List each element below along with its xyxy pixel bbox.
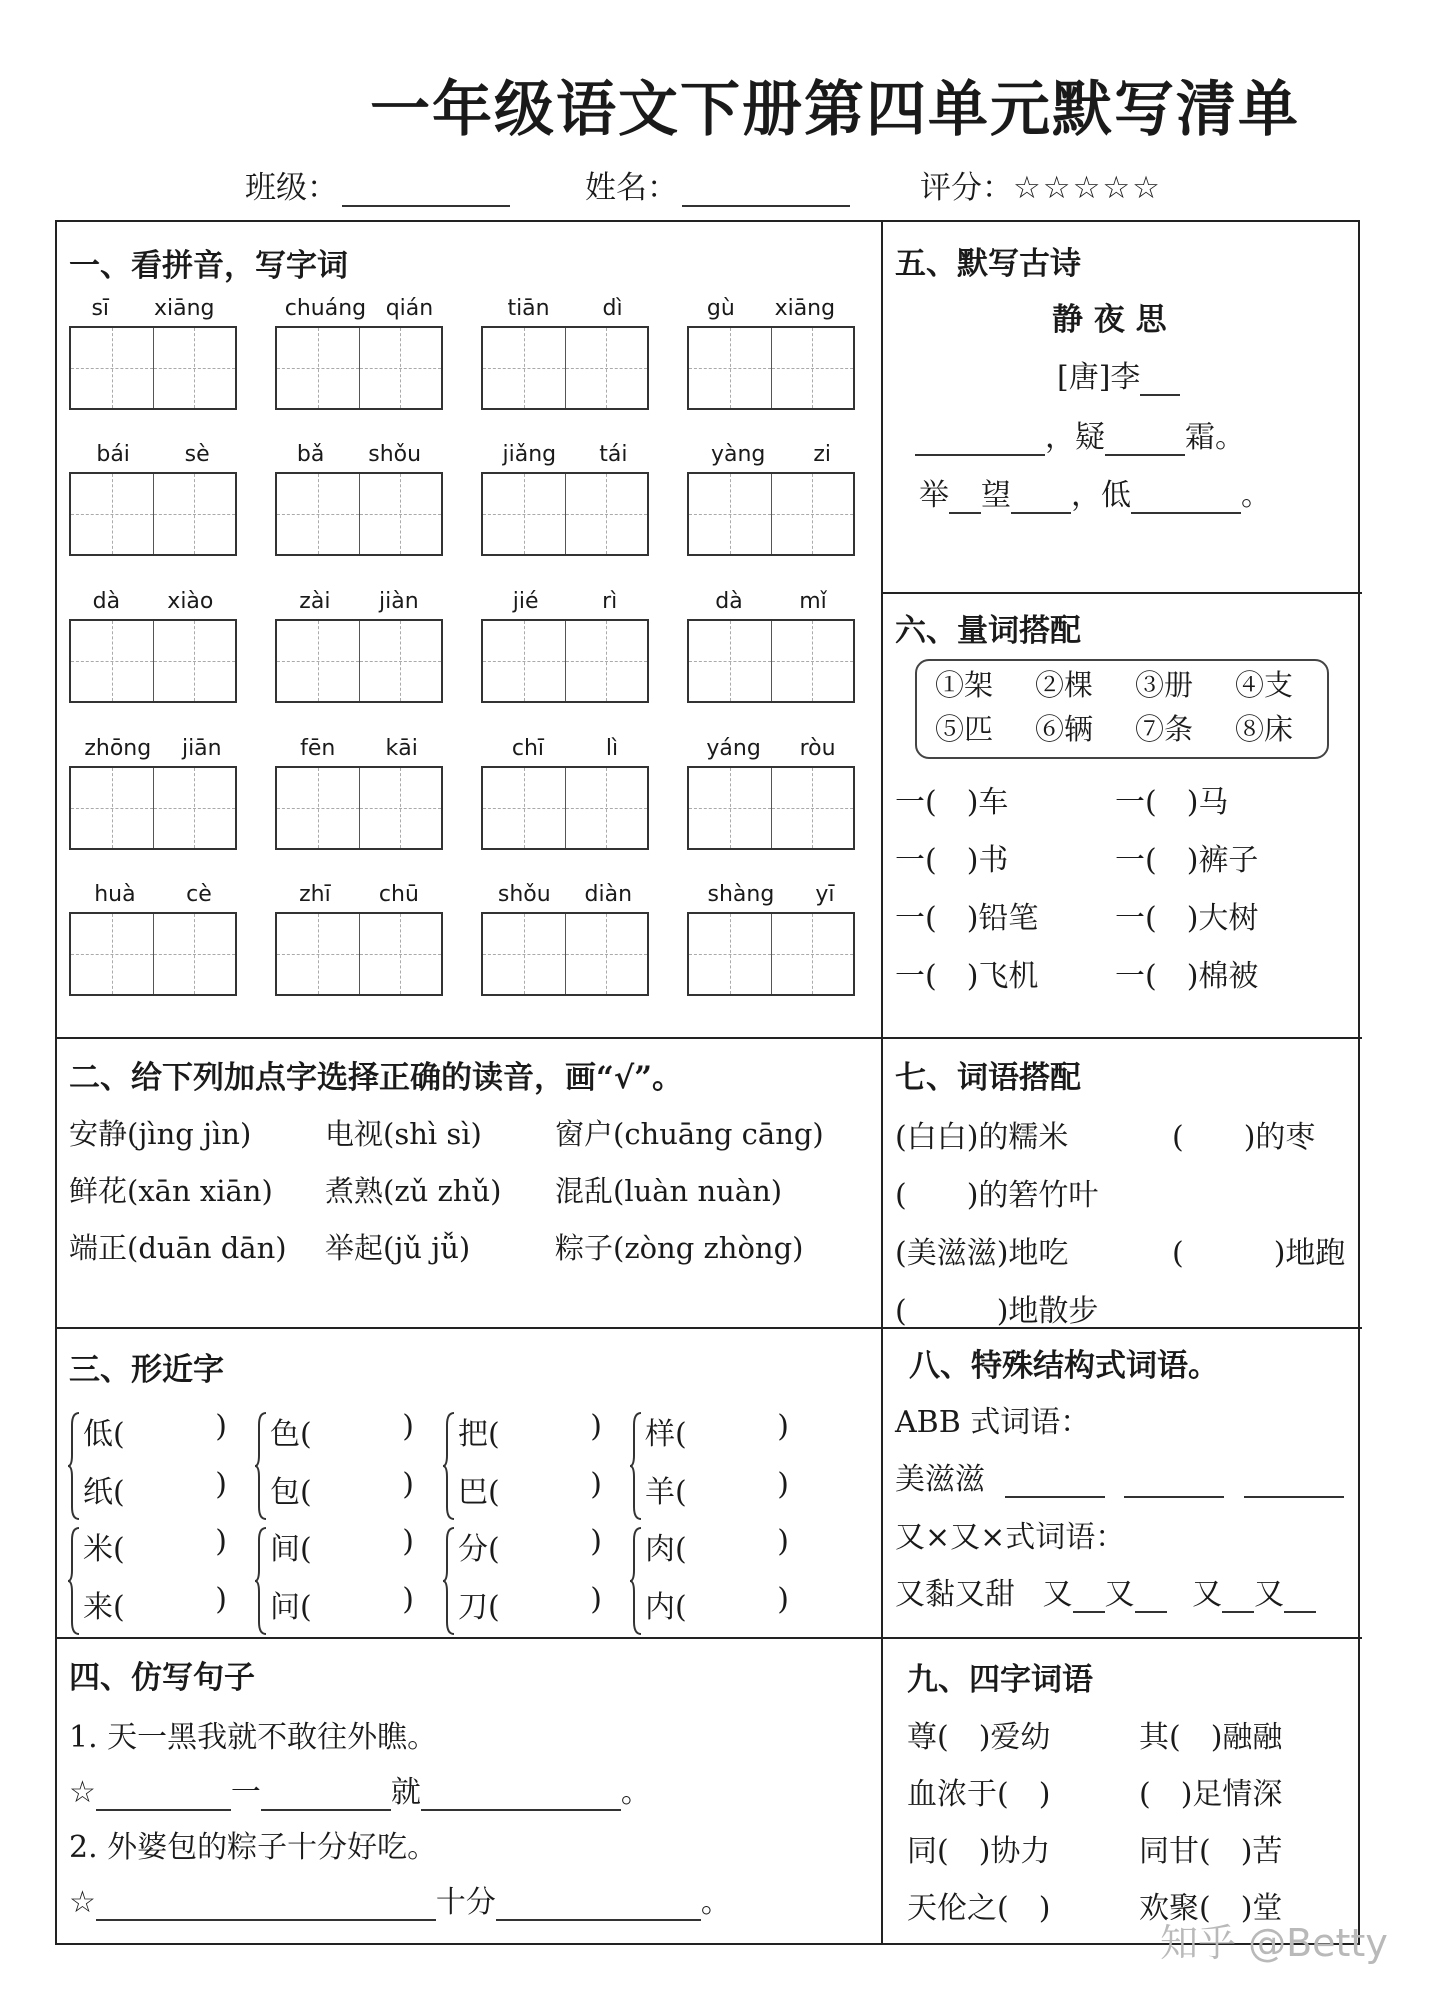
answer-blank[interactable] [1284,1581,1316,1613]
tianzige-boxes[interactable] [687,472,855,556]
pinyin-syllable: chū [378,882,419,907]
idiom-item[interactable]: 欢聚( )堂 [1139,1891,1283,1926]
tianzige-boxes[interactable] [275,619,443,703]
tianzige-cell[interactable] [360,768,442,848]
tianzige-boxes[interactable] [481,472,649,556]
reading-choice[interactable]: 举起(jǔ jǚ) [325,1231,471,1265]
pinyin-word [481,294,649,410]
close-paren[interactable]: ) [590,1524,602,1559]
section-title: 四、仿写句子 [69,1660,255,1696]
tianzige-boxes[interactable] [481,912,649,996]
reading-choice[interactable]: 混乱(luàn nuàn) [555,1174,783,1208]
column-divider [881,222,883,1943]
tianzige-cell[interactable] [277,768,360,848]
divider [57,1327,881,1329]
tianzige-cell[interactable] [483,621,566,701]
divider [881,1637,1362,1639]
pinyin-syllable: zi [813,442,832,467]
section-7 [895,1052,1081,1097]
name-label: 姓名： [585,170,678,206]
tianzige-cell[interactable] [566,768,648,848]
answer-blank[interactable] [1244,1466,1344,1498]
section-9 [907,1654,1093,1699]
tianzige-cell[interactable] [689,914,772,994]
pinyin-syllable: tái [599,442,628,467]
brace-icon [254,1526,268,1636]
answer-blank[interactable] [96,1779,231,1811]
tianzige-cell[interactable] [689,621,772,701]
pinyin [69,880,237,910]
idiom-item[interactable]: 天伦之( ) [907,1891,1051,1926]
answer-blank[interactable] [1222,1581,1254,1613]
tianzige-boxes[interactable] [275,326,443,410]
pinyin [69,587,237,617]
tianzige-boxes[interactable] [481,619,649,703]
close-paren[interactable]: ) [590,1467,602,1502]
tianzige-boxes[interactable] [481,326,649,410]
pinyin-syllable: yáng [706,736,761,761]
tianzige-cell[interactable] [689,328,772,408]
pinyin-word [69,734,237,850]
measure-word-option: ①架 [935,668,994,702]
score-stars[interactable]: ☆☆☆☆☆ [1013,170,1162,206]
brace-icon [67,1526,81,1636]
reading-choice[interactable]: 电视(shì sì) [325,1117,482,1151]
word-match-item[interactable]: ( )地跑 [1172,1236,1346,1271]
class-field [245,162,510,207]
pinyin-word [69,587,237,703]
measure-word-item[interactable]: 一( )大树 [1115,901,1259,936]
answer-blank[interactable] [915,424,1045,456]
pinyin [687,294,855,324]
pinyin-word [481,440,649,556]
section-title: 九、四字词语 [907,1662,1093,1698]
pinyin-syllable: diàn [584,882,633,907]
char-item: 样( [645,1417,687,1452]
reading-choice[interactable]: 端正(duān dān) [69,1231,287,1265]
pinyin [481,587,649,617]
tianzige-cell[interactable] [483,768,566,848]
tianzige-boxes[interactable] [69,766,237,850]
example-sentence-2: 2. 外婆包的粽子十分好吃。 [69,1830,438,1865]
poem-title: 静 夜 思 [1052,302,1167,338]
divider [881,592,1362,594]
char-pair [629,1524,789,1644]
idiom-item[interactable]: 同( )协力 [907,1834,1051,1869]
close-paren[interactable]: ) [215,1409,227,1444]
section-title: 六、量词搭配 [895,613,1081,649]
answer-blank[interactable] [1011,482,1071,514]
pinyin-word [687,440,855,556]
pinyin-syllable: zhī [299,882,331,907]
answer-blank[interactable] [949,482,981,514]
measure-word-item[interactable]: 一( )车 [895,785,1009,820]
close-paren[interactable]: ) [402,1409,414,1444]
measure-word-item[interactable]: 一( )裤子 [1115,843,1259,878]
pinyin-syllable: jiàn [379,589,419,614]
word-match-item[interactable]: ( )地散步 [895,1294,1099,1329]
tianzige-cell[interactable] [71,768,154,848]
measure-word-option: ⑦条 [1135,712,1194,746]
pinyin [481,294,649,324]
pinyin-syllable: yī [815,882,835,907]
pinyin-syllable: xiāng [774,296,836,321]
pinyin-syllable: dà [715,589,743,614]
pinyin-syllable: huà [94,882,136,907]
tianzige-cell[interactable] [154,621,236,701]
tianzige-boxes[interactable] [69,326,237,410]
char-item: 问( [270,1590,312,1625]
char-item: 刀( [458,1590,500,1625]
tianzige-cell[interactable] [154,474,236,554]
pinyin-word [275,734,443,850]
pinyin [687,880,855,910]
measure-word-item[interactable]: 一( )铅笔 [895,901,1039,936]
measure-word-item[interactable]: 一( )马 [1115,785,1229,820]
pinyin-word [481,587,649,703]
close-paren[interactable]: ) [402,1524,414,1559]
tianzige-cell[interactable] [566,914,648,994]
close-paren[interactable]: ) [402,1582,414,1617]
pinyin-word [69,880,237,996]
char-pair [442,1409,602,1529]
tianzige-boxes[interactable] [687,619,855,703]
char-item: 分( [458,1532,500,1567]
char-item: 内( [645,1590,687,1625]
measure-word-option: ④支 [1235,668,1294,702]
tianzige-cell[interactable] [772,768,854,848]
tianzige-cell[interactable] [277,474,360,554]
char-item: 色( [270,1417,312,1452]
brace-icon [629,1526,643,1636]
tianzige-boxes[interactable] [687,326,855,410]
section-title: 一、看拼音，写字词 [69,248,348,284]
word-match-item[interactable]: ( )的枣 [1172,1120,1316,1155]
pinyin-syllable: chuáng [284,296,367,321]
section-5 [895,238,1081,283]
tianzige-cell[interactable] [277,914,360,994]
section-title: 八、特殊结构式词语。 [909,1348,1219,1384]
close-paren[interactable]: ) [590,1582,602,1617]
pinyin [481,880,649,910]
answer-blank[interactable] [1073,1581,1105,1613]
tianzige-boxes[interactable] [275,766,443,850]
pinyin-syllable: lì [605,736,619,761]
pinyin-syllable: rì [602,589,618,614]
imitation-line-2: ☆ 十分 。 [69,1885,731,1920]
tianzige-cell[interactable] [566,474,648,554]
close-paren[interactable]: ) [777,1409,789,1444]
pinyin-syllable: gù [706,296,735,321]
close-paren[interactable]: ) [215,1524,227,1559]
pinyin-syllable: xiào [167,589,214,614]
tianzige-boxes[interactable] [275,912,443,996]
class-label: 班级： [245,170,338,206]
tianzige-cell[interactable] [689,768,772,848]
page-title: 一年级语文下册第四单元默写清单 [370,75,1300,145]
idiom-item[interactable]: 尊( )爱幼 [907,1720,1051,1755]
tianzige-cell[interactable] [154,328,236,408]
reading-choice[interactable]: 煮熟(zǔ zhǔ) [325,1174,502,1208]
pinyin-syllable: zài [299,589,331,614]
pinyin-word [275,587,443,703]
tianzige-cell[interactable] [277,328,360,408]
reading-choice[interactable]: 鲜花(xān xiān) [69,1174,273,1208]
section-title: 五、默写古诗 [895,246,1081,282]
pinyin [687,440,855,470]
pinyin-syllable: jiān [181,736,222,761]
answer-blank[interactable] [1124,1466,1224,1498]
reading-choice[interactable]: 安静(jìng jìn) [69,1117,252,1151]
pinyin-syllable: chī [511,736,545,761]
poem-line-2: 举 望 ，低 。 [919,478,1271,513]
pinyin-word [275,294,443,410]
tianzige-cell[interactable] [483,914,566,994]
answer-blank[interactable] [421,1779,621,1811]
pinyin-syllable: ròu [799,736,836,761]
divider [881,1037,1362,1039]
brace-icon [442,1526,456,1636]
tianzige-cell[interactable] [71,621,154,701]
answer-blank[interactable] [261,1779,391,1811]
answer-blank[interactable] [1135,1581,1167,1613]
pinyin-syllable: shǒu [368,442,422,467]
tianzige-cell[interactable] [277,621,360,701]
pinyin [275,587,443,617]
pinyin [275,734,443,764]
char-item: 包( [270,1475,312,1510]
pinyin-word [687,734,855,850]
measure-word-option: ③册 [1135,668,1194,702]
pinyin-syllable: yàng [710,442,766,467]
answer-blank[interactable] [1140,364,1180,396]
pinyin-syllable: bái [96,442,130,467]
tianzige-boxes[interactable] [69,472,237,556]
pinyin [69,734,237,764]
char-item: 来( [83,1590,125,1625]
tianzige-cell[interactable] [360,474,442,554]
answer-blank[interactable] [1005,1466,1105,1498]
tianzige-boxes[interactable] [275,472,443,556]
pinyin-syllable: kāi [385,736,418,761]
section-8 [909,1340,1219,1385]
tianzige-cell[interactable] [360,328,442,408]
yy-line: 又黏又甜 又 又 又 又 [895,1569,1316,1613]
score-field [920,162,1162,207]
pinyin-word [69,440,237,556]
close-paren[interactable]: ) [777,1524,789,1559]
tianzige-cell[interactable] [71,474,154,554]
pinyin-syllable: qián [385,296,434,321]
char-item: 米( [83,1532,125,1567]
char-item: 肉( [645,1532,687,1567]
pinyin [687,734,855,764]
idiom-item[interactable]: 血浓于( ) [907,1777,1051,1812]
char-pair [442,1524,602,1644]
close-paren[interactable]: ) [215,1467,227,1502]
answer-blank[interactable] [96,1889,436,1921]
pinyin-word [481,880,649,996]
pinyin-syllable: sī [91,296,110,321]
close-paren[interactable]: ) [777,1467,789,1502]
char-item: 间( [270,1532,312,1567]
char-item: 巴( [458,1475,500,1510]
name-blank[interactable] [682,173,850,207]
pinyin-syllable: xiāng [153,296,215,321]
name-field [585,162,850,207]
char-pair [629,1409,789,1529]
measure-word-item[interactable]: 一( )棉被 [1115,959,1259,994]
answer-blank[interactable] [1105,424,1185,456]
pinyin [69,294,237,324]
pinyin-word [687,294,855,410]
measure-word-item[interactable]: 一( )书 [895,843,1009,878]
tianzige-cell[interactable] [566,621,648,701]
score-label: 评分： [920,170,1013,206]
pinyin-syllable: shàng [707,882,775,907]
measure-word-option: ⑧床 [1235,712,1294,746]
section-6 [895,605,1081,650]
tianzige-cell[interactable] [772,914,854,994]
tianzige-cell[interactable] [483,328,566,408]
poem-line-1: ，疑 霜。 [915,412,1245,456]
measure-word-option: ②棵 [1035,668,1094,702]
pinyin [275,880,443,910]
brace-icon [442,1411,456,1521]
tianzige-cell[interactable] [360,914,442,994]
pinyin [275,294,443,324]
pinyin-syllable: fēn [300,736,336,761]
section-1 [69,240,348,285]
tianzige-cell[interactable] [772,621,854,701]
tianzige-cell[interactable] [689,474,772,554]
tianzige-cell[interactable] [360,621,442,701]
section-title: 三、形近字 [69,1352,224,1388]
idiom-item[interactable]: 同甘( )苦 [1139,1834,1283,1869]
example-sentence-1: 1. 天一黑我就不敢往外瞧。 [69,1720,438,1755]
brace-icon [629,1411,643,1521]
char-item: 把( [458,1417,500,1452]
section-title: 二、给下列加点字选择正确的读音，画“√”。 [69,1060,684,1096]
reading-choice[interactable]: 粽子(zòng zhòng) [555,1231,804,1265]
pinyin [481,440,649,470]
tianzige-boxes[interactable] [687,766,855,850]
measure-word-options [915,659,1329,759]
char-item: 纸( [83,1475,125,1510]
pinyin-syllable: dà [92,589,121,614]
pinyin-syllable: dì [602,296,623,321]
char-pair [254,1409,414,1529]
pinyin [687,587,855,617]
pinyin-syllable: jié [512,589,539,614]
pinyin-syllable: jiǎng [502,442,557,467]
imitation-line-1: ☆ 一 就 。 [69,1775,651,1810]
divider [57,1037,881,1039]
char-pair [67,1409,227,1529]
tianzige-cell[interactable] [772,328,854,408]
char-item: 羊( [645,1475,687,1510]
tianzige-cell[interactable] [71,328,154,408]
pinyin-word [687,880,855,996]
char-pair [254,1524,414,1644]
measure-word-item[interactable]: 一( )飞机 [895,959,1039,994]
measure-word-option: ⑥辆 [1035,712,1094,746]
yy-label: 又×又×式词语： [895,1520,1126,1555]
pinyin-syllable: cè [186,882,212,907]
pinyin-syllable: zhōng [84,736,152,761]
word-match-item[interactable]: (美滋滋)地吃 [895,1236,1069,1271]
class-blank[interactable] [342,173,510,207]
abb-line: 美滋滋 [895,1454,1344,1498]
poem-author: [唐]李 [1057,352,1180,396]
pinyin [275,440,443,470]
pinyin-word [275,880,443,996]
tianzige-cell[interactable] [566,328,648,408]
worksheet [55,220,1360,1945]
pinyin-word [481,734,649,850]
tianzige-cell[interactable] [154,768,236,848]
word-match-item[interactable]: ( )的箬竹叶 [895,1178,1099,1213]
section-title: 七、词语搭配 [895,1060,1081,1096]
section-4 [69,1652,255,1697]
tianzige-cell[interactable] [483,474,566,554]
pinyin [481,734,649,764]
pinyin-syllable: sè [184,442,210,467]
pinyin-word [687,587,855,703]
close-paren[interactable]: ) [402,1467,414,1502]
pinyin-word [69,294,237,410]
pinyin [69,440,237,470]
pinyin-syllable: mǐ [799,589,827,614]
close-paren[interactable]: ) [215,1582,227,1617]
abb-label: ABB 式词语： [895,1405,1091,1440]
brace-icon [254,1411,268,1521]
tianzige-boxes[interactable] [69,619,237,703]
section-3 [69,1344,224,1389]
tianzige-cell[interactable] [772,474,854,554]
brace-icon [67,1411,81,1521]
close-paren[interactable]: ) [777,1582,789,1617]
word-match-item[interactable]: (白白)的糯米 [895,1120,1069,1155]
answer-blank[interactable] [1131,482,1241,514]
measure-word-option: ⑤匹 [935,712,994,746]
tianzige-boxes[interactable] [69,912,237,996]
tianzige-cell[interactable] [71,914,154,994]
tianzige-boxes[interactable] [687,912,855,996]
watermark: 知乎 @Betty [1160,1921,1388,1965]
char-pair [67,1524,227,1644]
tianzige-cell[interactable] [154,914,236,994]
pinyin-syllable: bǎ [296,442,325,467]
section-2 [69,1052,683,1097]
answer-blank[interactable] [496,1889,701,1921]
reading-choice[interactable]: 窗户(chuāng cāng) [555,1117,824,1151]
pinyin-word [275,440,443,556]
pinyin-syllable: shǒu [497,882,551,907]
close-paren[interactable]: ) [590,1409,602,1444]
idiom-item[interactable]: 其( )融融 [1139,1720,1283,1755]
idiom-item[interactable]: ( )足情深 [1139,1777,1283,1812]
pinyin-syllable: tiān [507,296,550,321]
tianzige-boxes[interactable] [481,766,649,850]
char-item: 低( [83,1417,125,1452]
